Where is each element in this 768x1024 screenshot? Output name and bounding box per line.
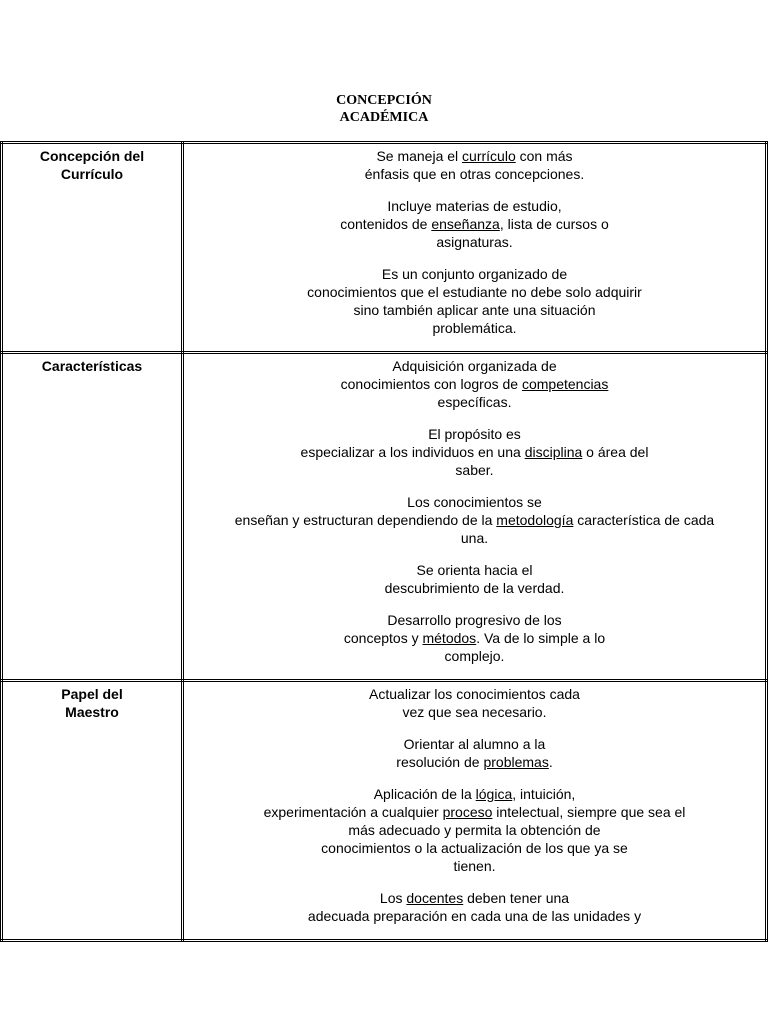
- text-segment: adecuada preparación en cada una de las unidades y: [307, 908, 642, 924]
- text-segment: característica de cada: [573, 512, 715, 528]
- paragraph-line: [186, 803, 763, 821]
- paragraph-line: [186, 839, 763, 857]
- text-segment: resolución de: [396, 754, 484, 770]
- text-segment: Se maneja el: [376, 148, 463, 164]
- row-label-line: Características: [41, 358, 143, 374]
- paragraph-line: [186, 907, 763, 925]
- hyperlink-term[interactable]: disciplina: [524, 444, 583, 460]
- text-segment: enseñan y estructuran dependiendo de la: [234, 512, 497, 528]
- content-paragraph: [186, 561, 763, 597]
- text-segment: Desarrollo progresivo de los: [387, 612, 562, 628]
- paragraph-line: [186, 301, 763, 319]
- paragraph-line: [186, 821, 763, 839]
- text-segment: Aplicación de la: [373, 786, 476, 802]
- paragraph-line: [186, 265, 763, 283]
- text-segment: , lista de cursos o: [499, 216, 609, 232]
- paragraph-line: [186, 461, 763, 479]
- paragraph-line: [186, 233, 763, 251]
- content-paragraph: [186, 685, 763, 721]
- text-segment: El propósito es: [428, 426, 521, 442]
- row-label-line: Currículo: [60, 166, 124, 182]
- text-segment: , intuición,: [512, 786, 576, 802]
- text-segment: complejo.: [444, 648, 505, 664]
- table-row: [2, 681, 767, 941]
- content-paragraph: [186, 735, 763, 771]
- text-segment: .: [548, 754, 553, 770]
- paragraph-line: [186, 319, 763, 337]
- text-segment: problemática.: [432, 320, 517, 336]
- content-paragraph: [186, 889, 763, 925]
- paragraph-line: [186, 561, 763, 579]
- text-segment: conocimientos o la actualización de los que ya se: [321, 840, 628, 856]
- row-content: [183, 143, 767, 353]
- text-segment: Actualizar los conocimientos cada: [369, 686, 580, 702]
- text-segment: énfasis que en otras concepciones.: [364, 166, 585, 182]
- paragraph-line: [186, 357, 763, 375]
- paragraph-line: [186, 393, 763, 411]
- text-segment: específicas.: [437, 394, 512, 410]
- paragraph-line: [186, 685, 763, 703]
- content-paragraph: [186, 357, 763, 411]
- paragraph-line: [186, 511, 763, 529]
- hyperlink-term[interactable]: proceso: [442, 804, 493, 820]
- text-segment: sino también aplicar ante una situación: [353, 302, 596, 318]
- row-label: [2, 681, 183, 941]
- content-paragraph: [186, 265, 763, 337]
- paragraph-line: [186, 165, 763, 183]
- paragraph-line: [186, 629, 763, 647]
- text-segment: Adquisición organizada de: [392, 358, 557, 374]
- row-label: [2, 353, 183, 681]
- text-segment: experimentación a cualquier: [263, 804, 443, 820]
- paragraph-line: [186, 611, 763, 629]
- row-content: [183, 681, 767, 941]
- text-segment: descubrimiento de la verdad.: [384, 580, 565, 596]
- hyperlink-term[interactable]: docentes: [406, 890, 464, 906]
- row-label-line: Concepción del: [39, 148, 145, 164]
- content-paragraph: [186, 611, 763, 665]
- text-segment: Orientar al alumno a la: [403, 736, 546, 752]
- paragraph-line: [186, 375, 763, 393]
- row-label-line: Maestro: [65, 704, 119, 720]
- table-row: [2, 353, 767, 681]
- text-segment: Los conocimientos se: [407, 494, 542, 510]
- paragraph-line: [186, 147, 763, 165]
- paragraph-line: [186, 889, 763, 907]
- paragraph-line: [186, 785, 763, 803]
- text-segment: . Va de lo simple a lo: [476, 630, 606, 646]
- hyperlink-term[interactable]: lógica: [475, 786, 513, 802]
- document-title: [0, 92, 768, 126]
- paragraph-line: [186, 735, 763, 753]
- hyperlink-term[interactable]: enseñanza: [431, 216, 500, 232]
- text-segment: vez que sea necesario.: [402, 704, 547, 720]
- text-segment: intelectual, siempre que sea el: [492, 804, 686, 820]
- row-label: [2, 143, 183, 353]
- text-segment: con más: [515, 148, 573, 164]
- text-segment: o área del: [582, 444, 649, 460]
- hyperlink-term[interactable]: currículo: [462, 148, 516, 164]
- text-segment: asignaturas.: [436, 234, 513, 250]
- concept-table: [0, 141, 768, 942]
- paragraph-line: [186, 493, 763, 511]
- paragraph-line: [186, 443, 763, 461]
- row-label-line: Papel del: [61, 686, 123, 702]
- content-paragraph: [186, 493, 763, 547]
- text-segment: conocimientos con logros de: [340, 376, 522, 392]
- paragraph-line: [186, 753, 763, 771]
- row-content: [183, 353, 767, 681]
- content-paragraph: [186, 147, 763, 183]
- text-segment: Se orienta hacia el: [416, 562, 533, 578]
- hyperlink-term[interactable]: problemas: [483, 754, 549, 770]
- content-paragraph: [186, 785, 763, 875]
- paragraph-line: [186, 579, 763, 597]
- hyperlink-term[interactable]: metodología: [496, 512, 574, 528]
- paragraph-line: [186, 215, 763, 233]
- paragraph-line: [186, 703, 763, 721]
- paragraph-line: [186, 647, 763, 665]
- table-row: [2, 143, 767, 353]
- text-segment: conocimientos que el estudiante no debe solo adquirir: [307, 284, 642, 300]
- text-segment: contenidos de: [340, 216, 432, 232]
- paragraph-line: [186, 529, 763, 547]
- paragraph-line: [186, 425, 763, 443]
- text-segment: Incluye materias de estudio,: [387, 198, 562, 214]
- text-segment: conceptos y: [343, 630, 423, 646]
- hyperlink-term[interactable]: competencias: [521, 376, 609, 392]
- title-line-2: ACADÉMICA: [339, 110, 429, 125]
- hyperlink-term[interactable]: métodos: [422, 630, 477, 646]
- paragraph-line: [186, 283, 763, 301]
- text-segment: tienen.: [453, 858, 496, 874]
- text-segment: especializar a los individuos en una: [300, 444, 525, 460]
- content-paragraph: [186, 197, 763, 251]
- text-segment: saber.: [455, 462, 494, 478]
- paragraph-line: [186, 197, 763, 215]
- text-segment: Es un conjunto organizado de: [381, 266, 568, 282]
- text-segment: Los: [379, 890, 407, 906]
- text-segment: una.: [460, 530, 489, 546]
- text-segment: más adecuado y permita la obtención de: [348, 822, 601, 838]
- text-segment: deben tener una: [463, 890, 570, 906]
- title-line-1: CONCEPCIÓN: [336, 93, 432, 108]
- paragraph-line: [186, 857, 763, 875]
- content-paragraph: [186, 425, 763, 479]
